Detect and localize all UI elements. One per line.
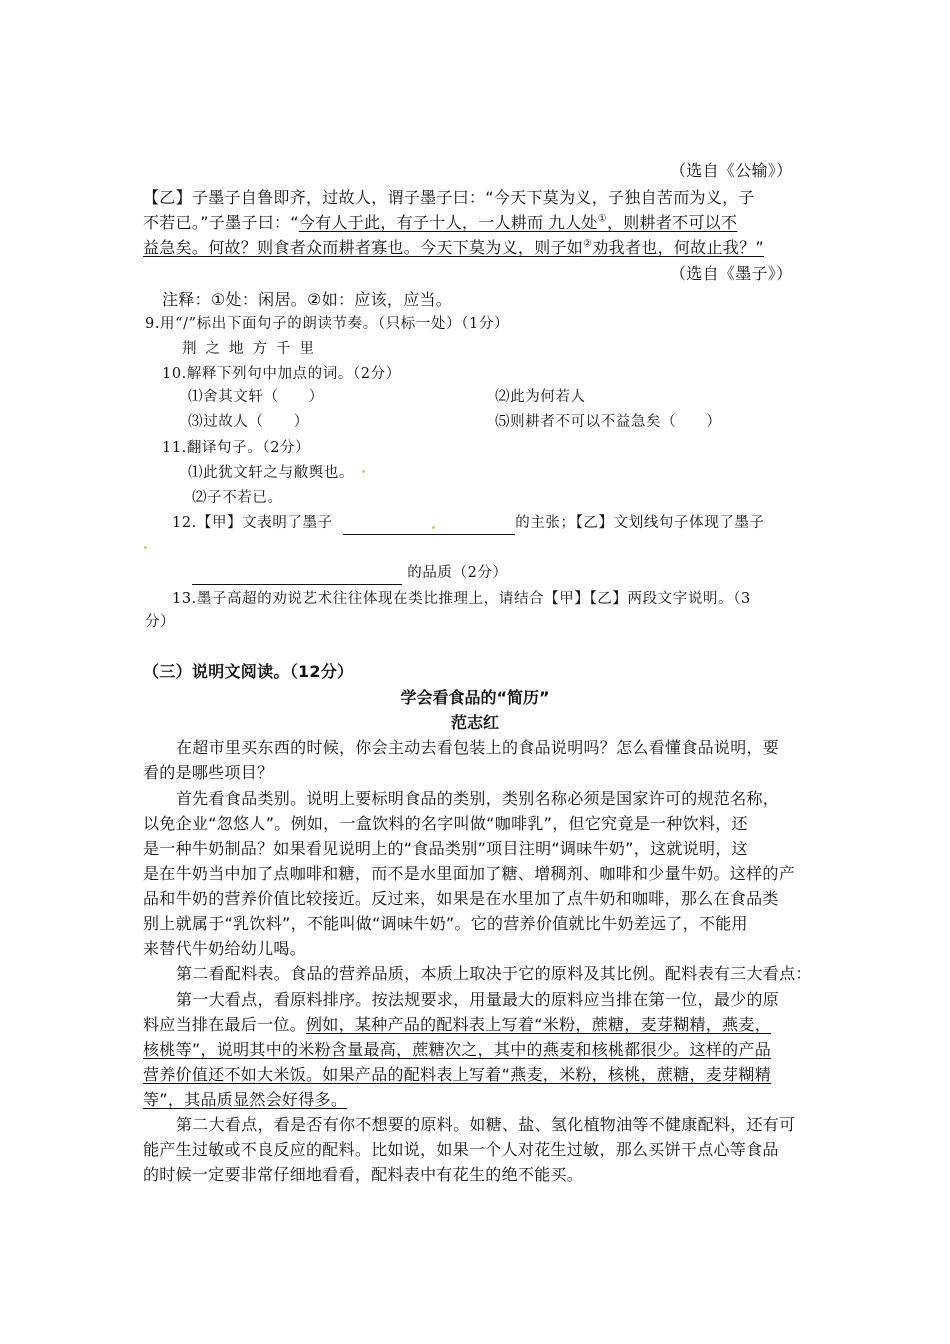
footnote-marker-2: ② <box>583 238 593 250</box>
question-9-sentence: 荆之地方千里 <box>182 341 323 357</box>
paragraph-4-line-5: 等”，其品质显然会好得多。 <box>143 1090 348 1109</box>
question-10-item-2: ⑵此为何若人 <box>495 389 586 405</box>
source-mozi: （选自《墨子》） <box>670 264 793 283</box>
passage-b-line-2 <box>143 212 737 234</box>
paragraph-5-line-1: 第二大看点，看是否有你不想要的原料。如糖、盐、氢化植物油等不健康配料，还有可 <box>176 1115 796 1134</box>
question-12-text-3: 的品质（2分） <box>407 565 508 581</box>
answer-blank-2[interactable] <box>192 562 402 585</box>
article-title: 学会看食品的“简历” <box>400 688 550 707</box>
paragraph-4-line-1: 第一大看点，看原料排序。按法规要求，用量最大的原料应当排在第一位，最少的原 <box>176 990 780 1009</box>
paragraph-2-line-5: 品和牛奶的营养价值比较接近。反过来，如果是在水里加了点牛奶和咖啡，那么在食品类 <box>143 889 779 908</box>
underlined-text-1: 今有人于此，有子十人，一人耕而 九人处 <box>298 213 598 232</box>
paragraph-2-line-3: 是一种牛奶制品？如果看见说明上的“食品类别”项目注明“调味牛奶”，这就说明，这 <box>143 839 748 858</box>
paragraph-2-line-1: 首先看食品类别。说明上要标明食品的类别，类别名称必须是国家许可的规范名称， <box>176 789 780 808</box>
section-3-heading: （三）说明文阅读。（12分） <box>143 662 354 681</box>
underlined-text-3: 益急矣。何故？则食者众而耕者寡也。今天下莫为义，则子如 <box>143 238 584 257</box>
underlined-text-2: ，则耕者不可以不 <box>606 213 738 232</box>
question-9: 9.用“/”标出下面句子的朗读节奏。（只标一处）（1分） <box>145 316 510 332</box>
question-10-item-5: ⑸则耕者不可以不益急矣（ ） <box>495 414 722 430</box>
question-12-text-1: 12.【甲】文表明了墨子 <box>172 515 333 531</box>
question-13-cont: 分） <box>145 614 176 630</box>
question-12-text-2: 的主张；【乙】文划线句子体现了墨子 <box>515 515 765 531</box>
question-10: 10.解释下列句中加点的词。（2分） <box>162 366 401 382</box>
question-11-item-1: ⑴此犹文轩之与敝舆也。 <box>188 465 355 481</box>
passage-b-line-2-text: 不若已。”子墨子曰：“ <box>143 213 299 232</box>
passage-b-line-3 <box>143 237 764 259</box>
stray-dot <box>362 470 365 473</box>
question-11: 11.翻译句子。（2分） <box>162 440 311 456</box>
answer-blank-1[interactable] <box>343 512 515 535</box>
article-author: 范志红 <box>450 713 499 732</box>
underlined-example-1: 例如，某种产品的配料表上写着“米粉，蔗糖，麦芽糊精，燕麦， <box>306 1015 772 1034</box>
question-12 <box>172 512 765 535</box>
notes: 注释：①处：闲居。②如：应该，应当。 <box>162 290 453 309</box>
paragraph-2-line-4: 是在牛奶当中加了点咖啡和糖，而不是水里面加了糖、增稠剂、咖啡和少量牛奶。这样的产 <box>143 864 796 883</box>
stray-dot <box>432 526 435 529</box>
paragraph-4-text: 料应当排在最后一位。 <box>143 1015 307 1034</box>
paragraph-4-line-3: 核桃等”，说明其中的米粉含量最高，蔗糖次之，其中的燕麦和核桃都很少。这样的产品 <box>143 1040 771 1059</box>
footnote-marker-1: ① <box>597 213 607 225</box>
paragraph-2-line-7: 来替代牛奶给幼儿喝。 <box>143 939 307 958</box>
paragraph-3: 第二看配料表。食品的营养品质，本质上取决于它的原料及其比例。配料表有三大看点： <box>176 964 812 983</box>
question-13: 13.墨子高超的劝说艺术往往体现在类比推理上，请结合【甲】【乙】两段文字说明。（3 <box>172 591 751 607</box>
passage-b-line-1: 【乙】子墨子自鲁即齐，过故人，谓子墨子曰：“今天下莫为义，子独自苦而为义，子 <box>143 188 755 207</box>
question-10-item-1: ⑴舍其文轩（ ） <box>188 389 324 405</box>
paragraph-1-line-1: 在超市里买东西的时候，你会主动去看包装上的食品说明吗？怎么看懂食品说明，要 <box>176 738 780 757</box>
paragraph-2-line-2: 以免企业“忽悠人”。例如，一盒饮料的名字叫做“咖啡乳”，但它究竟是一种饮料，还 <box>143 814 748 833</box>
stray-dot <box>144 546 147 549</box>
paragraph-2-line-6: 别上就属于“乳饮料”，不能叫做“调味牛奶”。它的营养价值就比牛奶差远了，不能用 <box>143 914 748 933</box>
paragraph-5-line-3: 的时候一定要非常仔细地看看，配料表中有花生的绝不能买。 <box>143 1165 584 1184</box>
question-11-item-2: ⑵子不若已。 <box>192 490 283 506</box>
underlined-text-4: 劝我者也，何故止我？” <box>592 238 764 257</box>
underlined-sentence-part-1 <box>299 213 737 232</box>
paragraph-4-line-2 <box>143 1014 771 1036</box>
question-10-item-3: ⑶过故人（ ） <box>188 414 309 430</box>
source-gongshu: （选自《公输》） <box>670 161 793 180</box>
paragraph-5-line-2: 能产生过敏或不良反应的配料。比如说，如果一个人对花生过敏，那么买饼干点心等食品 <box>143 1140 779 1159</box>
paragraph-1-line-2: 看的是哪些项目？ <box>143 763 274 782</box>
paragraph-4-line-4: 营养价值还不如大米饭。如果产品的配料表上写着“燕麦，米粉，核桃，蔗糖，麦芽糊精 <box>143 1065 771 1084</box>
question-12-line-2 <box>192 562 508 585</box>
